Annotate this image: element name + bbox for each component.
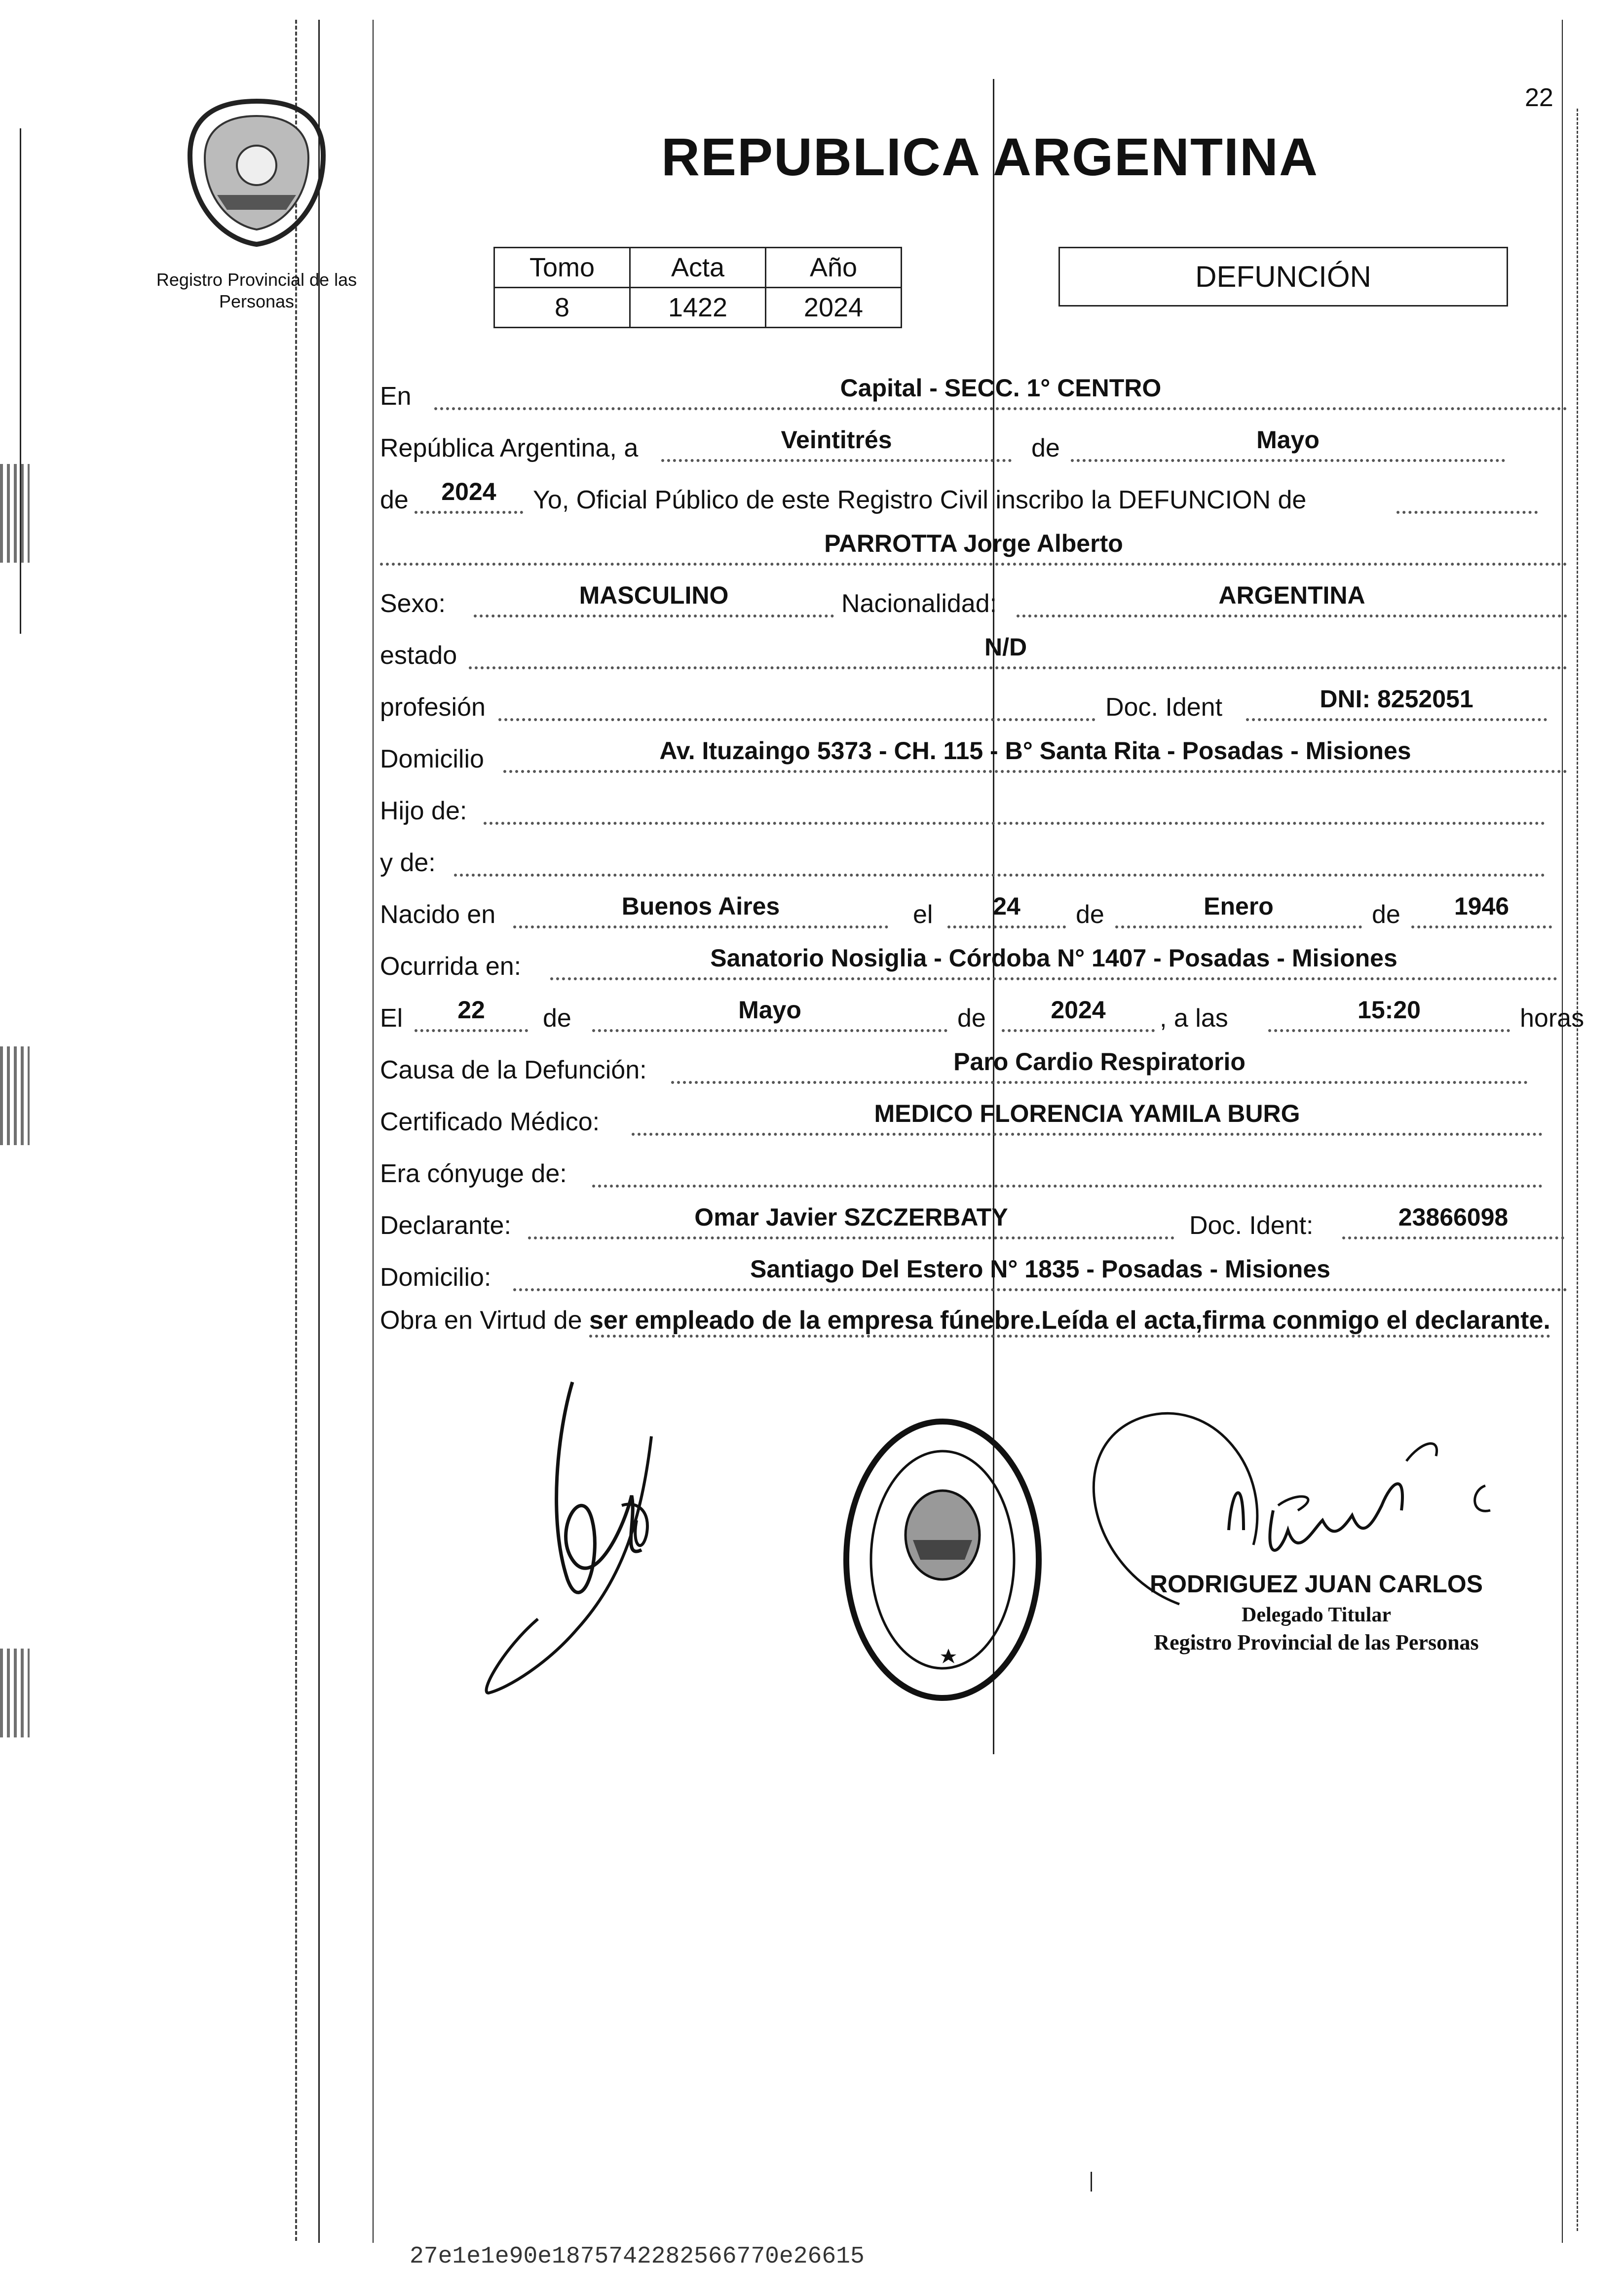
row-estado <box>380 627 1567 676</box>
row-y-de <box>380 834 1567 884</box>
record-type-box <box>1058 247 1508 307</box>
label-horas: horas <box>1520 1004 1585 1033</box>
value-declarante: Omar Javier SZCZERBATY <box>694 1203 1008 1231</box>
dotted-line <box>1411 925 1552 928</box>
record-type: DEFUNCIÓN <box>1195 260 1371 293</box>
value-nacido-en: Buenos Aires <box>621 892 780 920</box>
dotted-line <box>1071 459 1505 462</box>
scan-mark <box>0 1649 30 1737</box>
dotted-line <box>1017 615 1567 617</box>
tick-mark <box>1091 2172 1092 2192</box>
row-en <box>380 368 1567 417</box>
row-ocurrida <box>380 938 1567 987</box>
label-yo: Yo, Oficial Público de este Registro Civil inscribo la DEFUNCION de <box>533 486 1307 514</box>
value-estado: N/D <box>984 633 1027 661</box>
value-el-anio: 2024 <box>1051 996 1106 1024</box>
row-anio <box>380 471 1567 521</box>
dotted-line <box>469 666 1567 669</box>
value-certificado: MEDICO FLORENCIA YAMILA BURG <box>874 1100 1300 1127</box>
label-de-mes: de <box>1031 434 1060 462</box>
value-anio: 2024 <box>441 478 496 505</box>
value-nombre: PARROTTA Jorge Alberto <box>824 530 1123 557</box>
dotted-line <box>592 1029 947 1032</box>
value-doc-ident-declarante: 23866098 <box>1398 1203 1509 1231</box>
dotted-line <box>671 1081 1528 1084</box>
row-nombre <box>380 523 1567 573</box>
row-domicilio-declarante <box>380 1249 1567 1298</box>
page-title: REPUBLICA ARGENTINA <box>661 127 1319 187</box>
row-fecha <box>380 420 1567 469</box>
official-name: RODRIGUEZ JUAN CARLOS <box>1150 1570 1483 1598</box>
row-conyuge <box>380 1145 1567 1194</box>
label-nacido-anio: de <box>1372 900 1400 929</box>
value-el-mes: Mayo <box>738 996 801 1024</box>
label-sexo: Sexo: <box>380 589 446 618</box>
label-conyuge: Era cónyuge de: <box>380 1159 567 1188</box>
official-stamp <box>1150 1570 1483 1655</box>
label-nacido-el: el <box>913 900 933 929</box>
declarant-signature <box>474 1372 711 1708</box>
label-doc-ident: Doc. Ident <box>1105 693 1223 722</box>
header-acta: Acta <box>630 248 766 288</box>
value-dia: Veintitrés <box>781 426 892 454</box>
registry-label: Registro Provincial de las Personas <box>156 269 357 311</box>
dotted-line <box>454 874 1545 877</box>
value-doc-ident: DNI: 8252051 <box>1320 685 1473 713</box>
label-estado: estado <box>380 641 457 670</box>
value-ocurrida-en: Sanatorio Nosiglia - Córdoba N° 1407 - Posadas - Misiones <box>710 944 1397 972</box>
label-el-mes: de <box>543 1004 571 1033</box>
dotted-line <box>474 615 834 617</box>
value-nacido-mes: Enero <box>1204 892 1274 920</box>
right-dashed-border <box>1577 109 1578 2231</box>
label-nacido-mes: de <box>1076 900 1104 929</box>
dotted-line <box>513 1288 1567 1291</box>
row-hora <box>380 990 1585 1039</box>
acta-table <box>493 247 902 328</box>
label-el-anio: de <box>957 1004 986 1033</box>
label-el: El <box>380 1004 403 1033</box>
value-domicilio-declarante: Santiago Del Estero N° 1835 - Posadas - Misiones <box>750 1255 1330 1283</box>
dotted-line <box>1115 925 1362 928</box>
obra-en-virtud <box>380 1301 1564 1340</box>
dotted-line <box>592 1185 1543 1188</box>
row-declarante <box>380 1197 1567 1246</box>
dotted-line <box>484 822 1545 825</box>
label-de-anio: de <box>380 486 409 514</box>
dotted-line <box>661 459 1012 462</box>
value-tomo: 8 <box>494 288 630 328</box>
dotted-line <box>550 977 1557 980</box>
dotted-line <box>415 1029 528 1032</box>
main-border-line <box>318 20 320 2243</box>
row-nacido <box>380 886 1567 935</box>
dotted-line <box>632 1133 1543 1136</box>
dotted-line <box>415 511 523 514</box>
header-tomo: Tomo <box>494 248 630 288</box>
footer-hash: 27e1e1e90e1875742282566770e26615 <box>410 2243 865 2270</box>
value-hora: 15:20 <box>1358 996 1421 1024</box>
label-en: En <box>380 382 412 411</box>
label-causa: Causa de la Defunción: <box>380 1056 647 1084</box>
row-certificado <box>380 1093 1567 1143</box>
dotted-line <box>1397 511 1538 514</box>
table-row <box>494 288 902 328</box>
value-en: Capital - SECC. 1° CENTRO <box>840 374 1162 402</box>
label-y-de: y de: <box>380 848 436 877</box>
content-left-line <box>373 20 374 2243</box>
label-republica: República Argentina, a <box>380 434 639 462</box>
label-domicilio-declarante: Domicilio: <box>380 1263 491 1292</box>
row-sexo <box>380 575 1567 624</box>
row-profesion <box>380 679 1567 728</box>
label-declarante: Declarante: <box>380 1211 511 1240</box>
province-seal-icon <box>183 96 331 249</box>
row-causa <box>380 1041 1567 1091</box>
scan-mark <box>0 1046 30 1145</box>
dotted-line <box>947 925 1066 928</box>
dotted-line <box>1342 1236 1564 1239</box>
dotted-line <box>1268 1029 1510 1032</box>
row-domicilio <box>380 731 1567 780</box>
value-domicilio: Av. Ituzaingo 5373 - CH. 115 - B° Santa Rita - Posadas - Misiones <box>659 737 1411 765</box>
dotted-line <box>498 718 1095 721</box>
official-office: Registro Provincial de las Personas <box>1154 1630 1479 1654</box>
office-seal-icon <box>839 1412 1046 1708</box>
value-obra: ser empleado de la empresa fúnebre.Leída el acta,firma conmigo el declarante. <box>589 1306 1550 1338</box>
value-mes: Mayo <box>1256 426 1320 454</box>
value-el-dia: 22 <box>457 996 485 1024</box>
value-anio: 2024 <box>766 288 902 328</box>
header-anio: Año <box>766 248 902 288</box>
label-doc-ident-declarante: Doc. Ident: <box>1189 1211 1314 1240</box>
label-nacionalidad: Nacionalidad: <box>841 589 997 618</box>
scan-mark <box>0 464 30 563</box>
label-ocurrida-en: Ocurrida en: <box>380 952 522 981</box>
label-a-las: , a las <box>1160 1004 1228 1033</box>
value-nacido-anio: 1946 <box>1454 892 1510 920</box>
value-nacionalidad: ARGENTINA <box>1218 581 1365 609</box>
dotted-line <box>1246 718 1547 721</box>
left-dashed-border <box>295 20 297 2241</box>
dotted-line <box>434 407 1567 410</box>
dotted-line <box>503 770 1567 773</box>
value-sexo: MASCULINO <box>579 581 729 609</box>
value-acta: 1422 <box>630 288 766 328</box>
value-causa: Paro Cardio Respiratorio <box>953 1048 1246 1076</box>
official-title: Delegado Titular <box>1242 1604 1391 1626</box>
label-obra: Obra en Virtud de <box>380 1306 582 1335</box>
table-row <box>494 248 902 288</box>
dotted-line <box>380 563 1567 566</box>
row-hijo-de <box>380 782 1567 832</box>
dotted-line <box>513 925 888 928</box>
label-nacido-en: Nacido en <box>380 900 496 929</box>
dotted-line <box>1002 1029 1155 1032</box>
label-profesion: profesión <box>380 693 486 722</box>
value-nacido-el: 24 <box>993 892 1020 920</box>
label-certificado: Certificado Médico: <box>380 1108 600 1136</box>
label-hijo-de: Hijo de: <box>380 797 467 825</box>
page-number: 22 <box>1525 83 1553 112</box>
dotted-line <box>528 1236 1174 1239</box>
label-domicilio: Domicilio <box>380 745 484 773</box>
